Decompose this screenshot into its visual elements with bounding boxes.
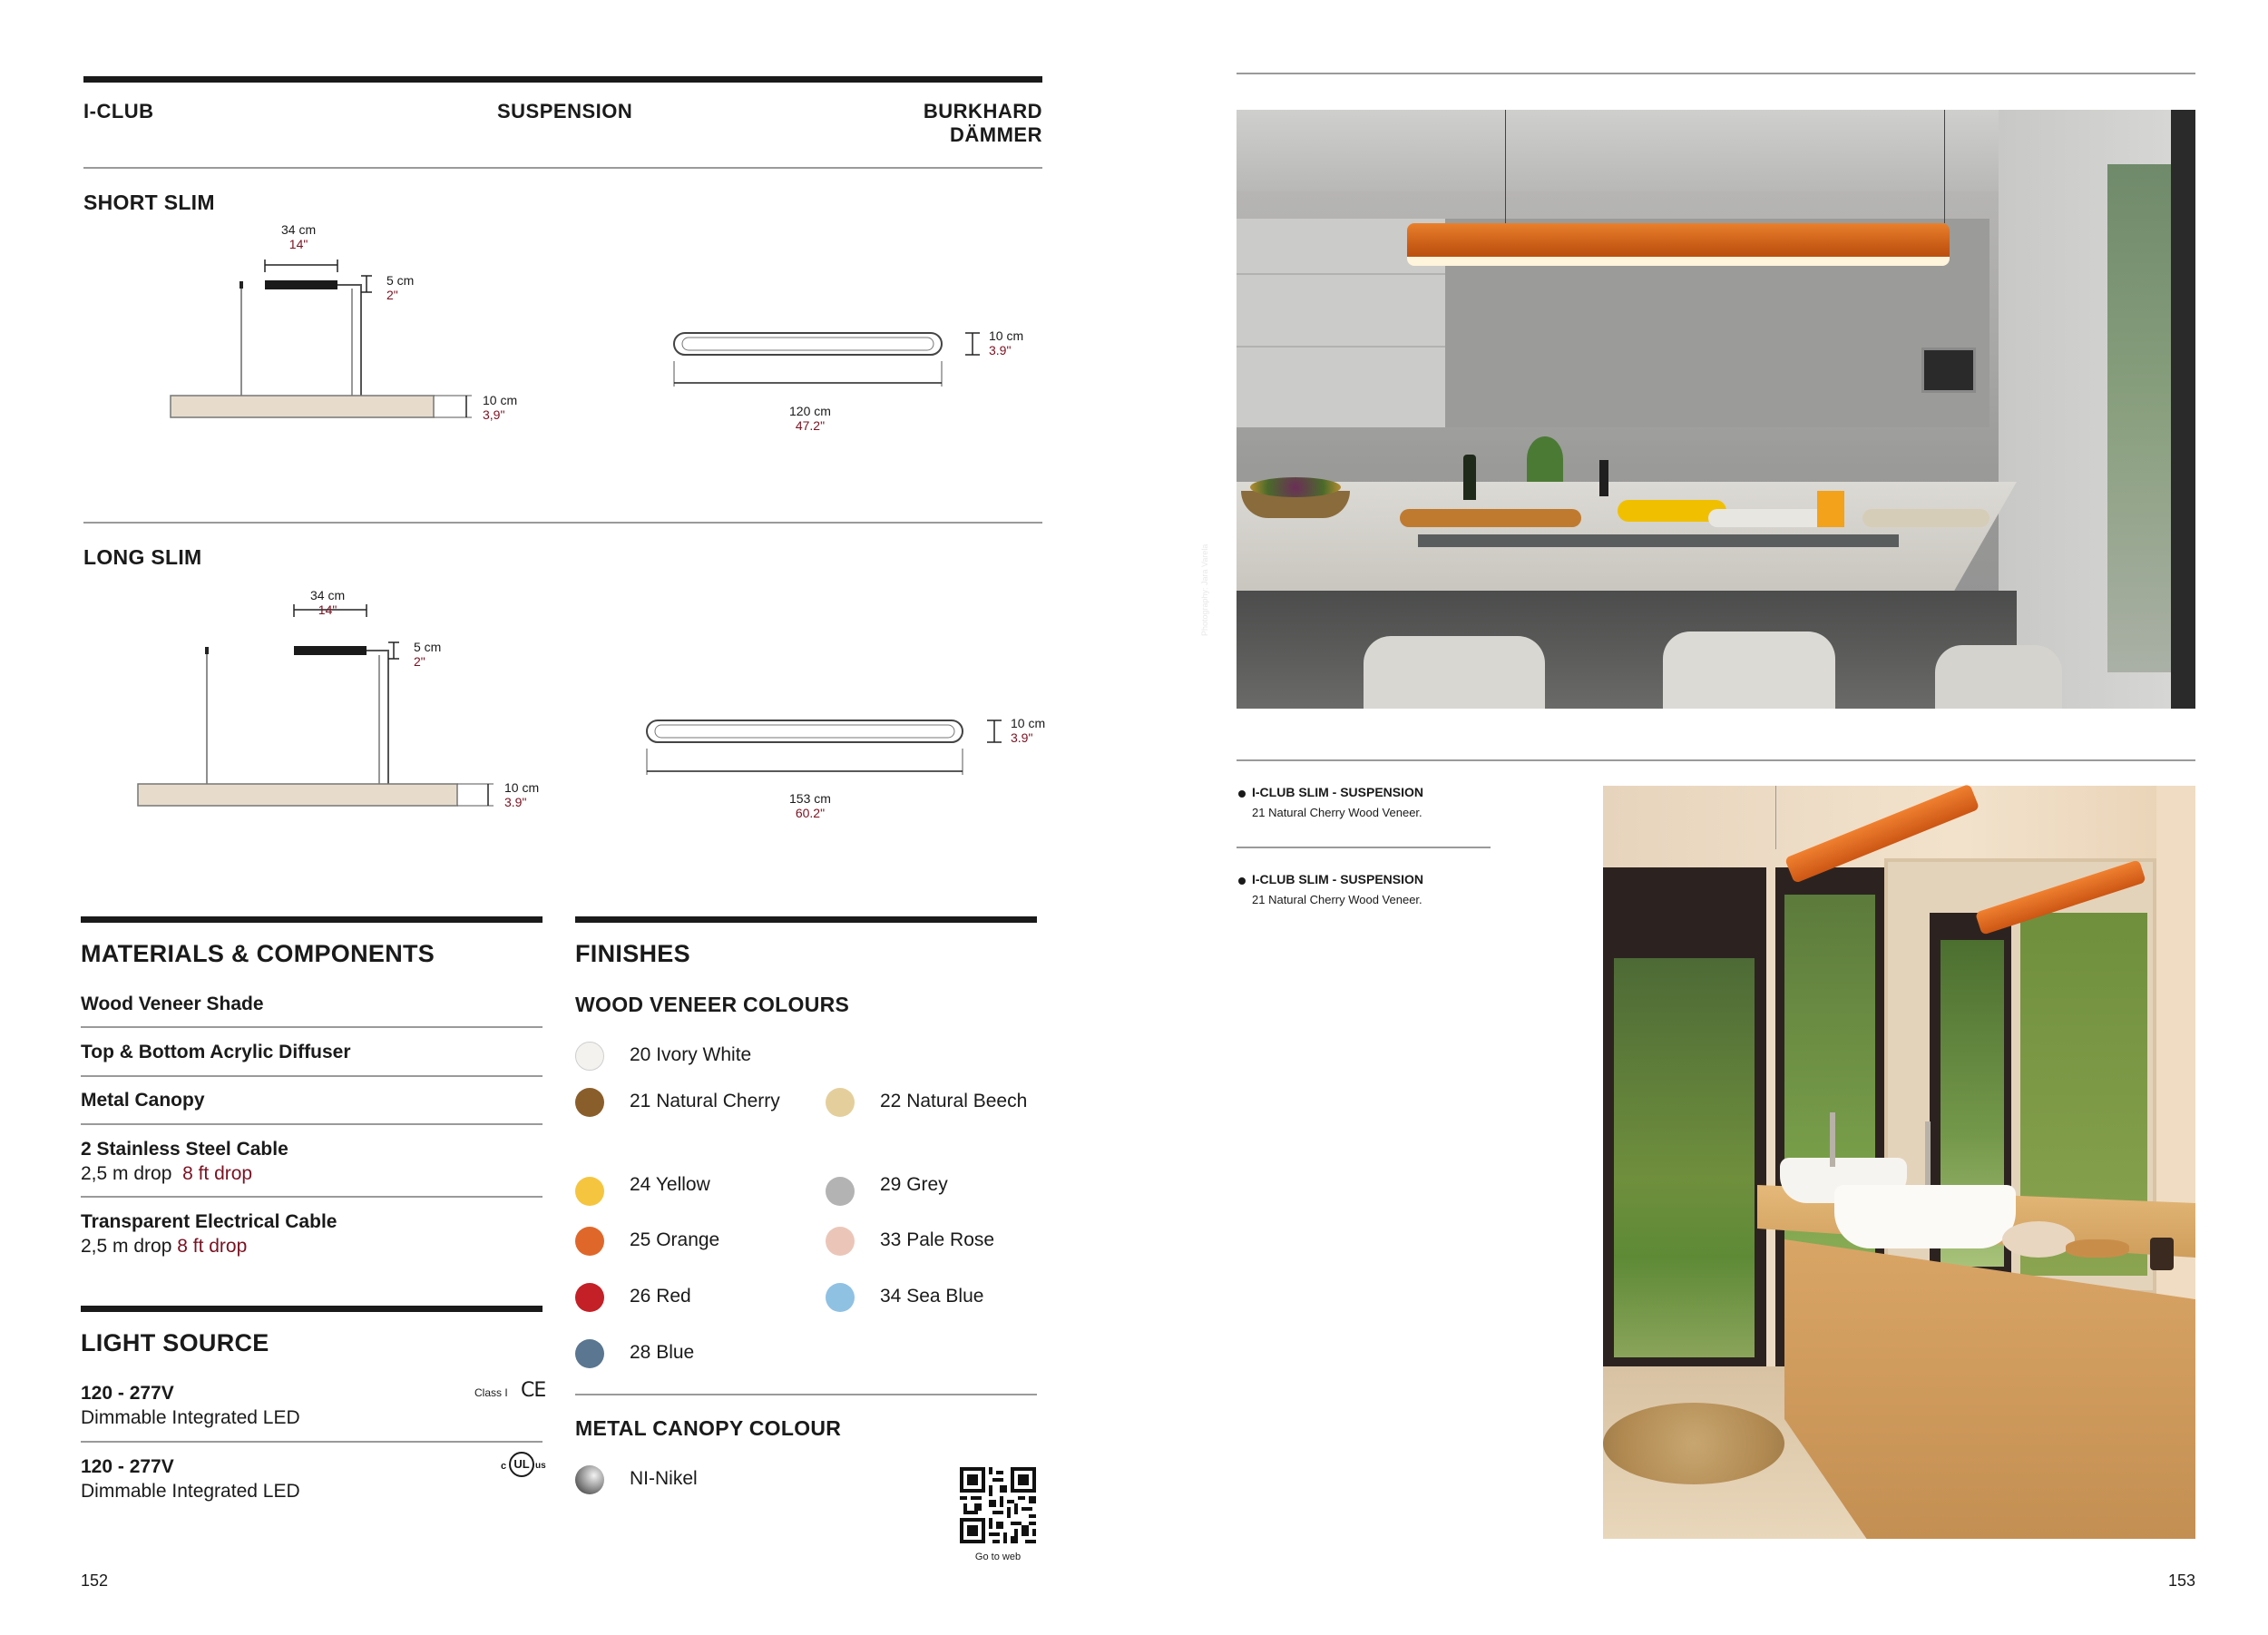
short-canopy-height: 5 cm 2" bbox=[386, 273, 415, 302]
long-canopy-height: 5 cm 2" bbox=[414, 640, 442, 669]
material-item-0: Wood Veneer Shade bbox=[81, 994, 264, 1014]
swatch-pale-rose bbox=[826, 1227, 855, 1256]
header-type: SUSPENSION bbox=[497, 100, 633, 122]
long-canopy-width: 34 cm 14" bbox=[310, 588, 346, 617]
bullet-icon bbox=[1238, 877, 1246, 885]
ce-mark-icon: CE bbox=[521, 1379, 546, 1402]
swatch-red bbox=[575, 1283, 604, 1312]
long-top-depth: 10 cm 3.9" bbox=[1011, 716, 1046, 745]
material-item-3-detail: 2,5 m drop 8 ft drop bbox=[81, 1163, 253, 1184]
photo-credit: Photography: Jara Varela bbox=[1200, 543, 1209, 636]
swatch-label: 20 Ivory White bbox=[630, 1044, 752, 1065]
long-length: 153 cm 60.2" bbox=[789, 791, 831, 820]
swatch-blue bbox=[575, 1339, 604, 1368]
swatch-label: 29 Grey bbox=[880, 1174, 948, 1195]
header-designer: BURKHARD DÄMMER bbox=[923, 100, 1042, 146]
page-number-right: 153 bbox=[2168, 1571, 2196, 1590]
swatch-label: 28 Blue bbox=[630, 1342, 695, 1363]
bathroom-photo bbox=[1603, 786, 2195, 1539]
material-item-4-detail: 2,5 m drop 8 ft drop bbox=[81, 1236, 248, 1257]
light-source-0-voltage: 120 - 277V bbox=[81, 1383, 174, 1404]
caption-title: I-CLUB SLIM - SUSPENSION bbox=[1252, 872, 1424, 886]
materials-title: MATERIALS & COMPONENTS bbox=[81, 940, 435, 967]
swatch-label: NI-Nikel bbox=[630, 1468, 698, 1489]
short-slim-title: SHORT SLIM bbox=[83, 191, 215, 214]
light-source-1-voltage: 120 - 277V bbox=[81, 1456, 174, 1477]
swatch-nikel bbox=[575, 1465, 604, 1494]
finishes-title: FINISHES bbox=[575, 940, 690, 967]
long-slim-title: LONG SLIM bbox=[83, 545, 202, 569]
material-item-3: 2 Stainless Steel Cable bbox=[81, 1139, 288, 1160]
swatch-label: 24 Yellow bbox=[630, 1174, 710, 1195]
material-item-2: Metal Canopy bbox=[81, 1090, 205, 1111]
swatch-ivory-white bbox=[575, 1042, 604, 1071]
long-shade-height: 10 cm 3.9" bbox=[504, 780, 540, 809]
swatch-label: 26 Red bbox=[630, 1286, 691, 1307]
material-item-4: Transparent Electrical Cable bbox=[81, 1211, 337, 1232]
metal-canopy-title: METAL CANOPY COLOUR bbox=[575, 1416, 842, 1440]
light-source-0-desc: Dimmable Integrated LED bbox=[81, 1407, 300, 1428]
light-source-title: LIGHT SOURCE bbox=[81, 1329, 269, 1356]
light-source-1-desc: Dimmable Integrated LED bbox=[81, 1481, 300, 1502]
qr-caption: Go to web bbox=[974, 1552, 1022, 1562]
swatch-sea-blue bbox=[826, 1283, 855, 1312]
short-shade-height: 10 cm 3,9" bbox=[483, 393, 518, 422]
short-length: 120 cm 47.2" bbox=[789, 404, 831, 433]
swatch-grey bbox=[826, 1177, 855, 1206]
caption-title: I-CLUB SLIM - SUSPENSION bbox=[1252, 785, 1424, 799]
caption-text: 21 Natural Cherry Wood Veneer. bbox=[1252, 893, 1422, 906]
header-brand: I-CLUB bbox=[83, 100, 154, 122]
short-canopy-width: 34 cm 14" bbox=[281, 222, 317, 251]
short-top-depth: 10 cm 3.9" bbox=[989, 328, 1024, 357]
swatch-orange bbox=[575, 1227, 604, 1256]
swatch-label: 21 Natural Cherry bbox=[630, 1091, 780, 1111]
page-number-left: 152 bbox=[81, 1571, 109, 1590]
wood-veneer-title: WOOD VENEER COLOURS bbox=[575, 993, 850, 1016]
qr-code-icon[interactable] bbox=[960, 1467, 1036, 1543]
swatch-natural-cherry bbox=[575, 1088, 604, 1117]
caption-text: 21 Natural Cherry Wood Veneer. bbox=[1252, 806, 1422, 819]
swatch-yellow bbox=[575, 1177, 604, 1206]
swatch-label: 33 Pale Rose bbox=[880, 1229, 995, 1250]
swatch-label: 25 Orange bbox=[630, 1229, 720, 1250]
bullet-icon bbox=[1238, 790, 1246, 798]
ul-mark-icon: c UL us bbox=[501, 1452, 544, 1479]
class-label: Class I bbox=[474, 1386, 508, 1399]
swatch-natural-beech bbox=[826, 1088, 855, 1117]
material-item-1: Top & Bottom Acrylic Diffuser bbox=[81, 1042, 351, 1062]
swatch-label: 34 Sea Blue bbox=[880, 1286, 984, 1307]
kitchen-photo bbox=[1200, 110, 2195, 709]
swatch-label: 22 Natural Beech bbox=[880, 1091, 1028, 1111]
